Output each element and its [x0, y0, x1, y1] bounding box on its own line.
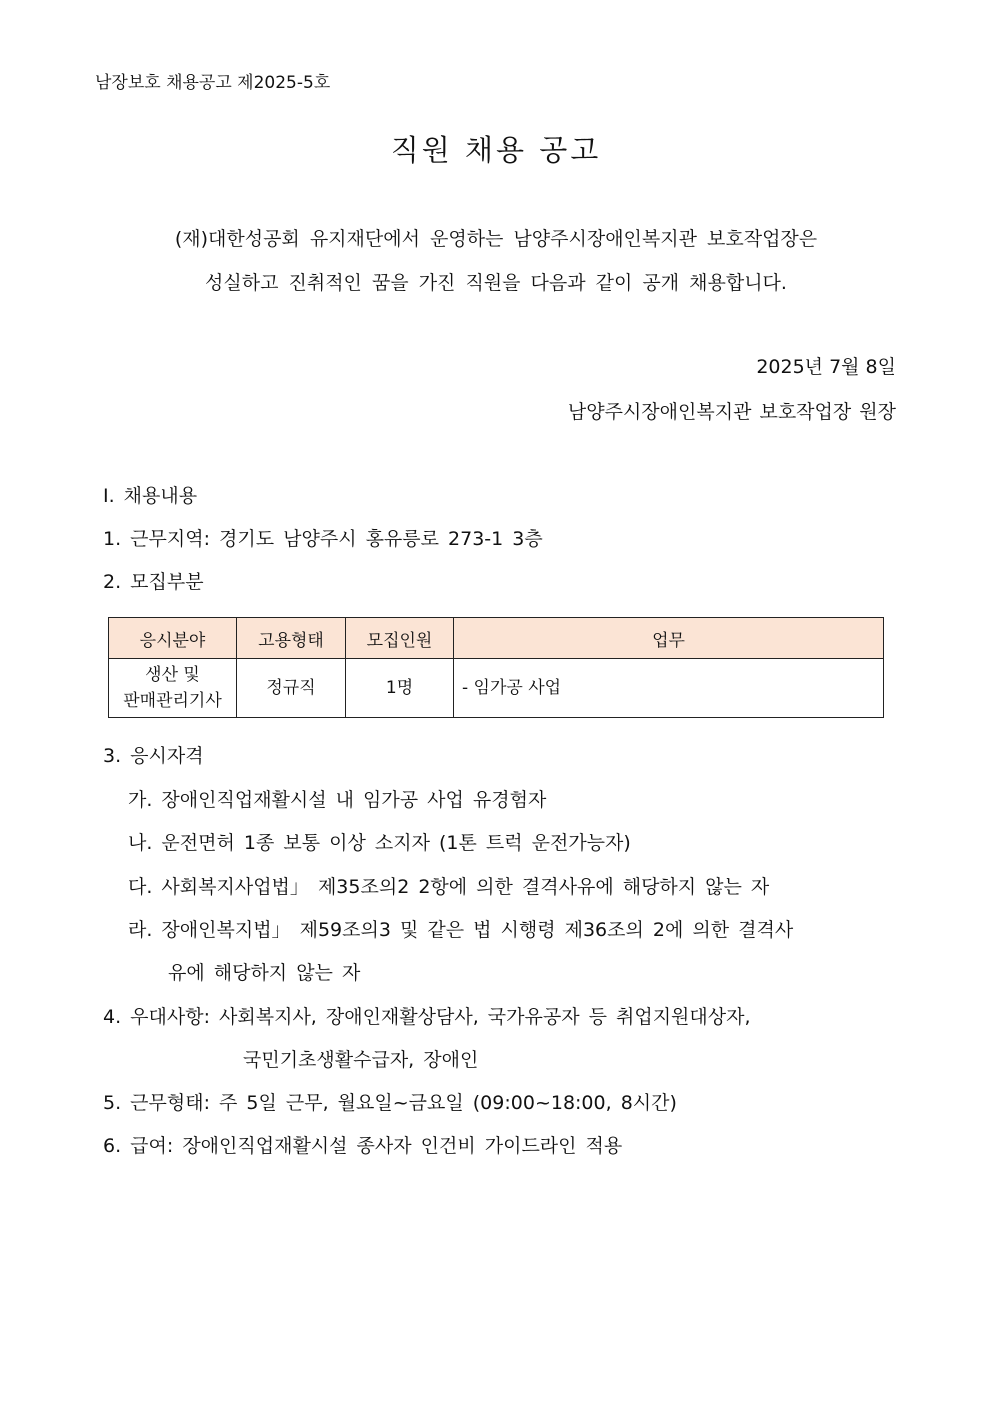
field-cell	[109, 659, 237, 718]
field-line-1: 생산 및	[145, 665, 200, 685]
qualification-ra-line-2: 유에 해당하지 않는 자	[168, 962, 361, 984]
qualification-heading: 3. 응시자격	[103, 745, 204, 767]
qualification-na: 나. 운전면허 1종 보통 이상 소지자 (1톤 트럭 운전가능자)	[128, 832, 631, 854]
table-row	[109, 659, 884, 718]
table-header-cell: 모집인원	[346, 618, 454, 659]
salary: 6. 급여: 장애인직업재활시설 종사자 인건비 가이드라인 적용	[103, 1135, 623, 1157]
headcount-cell: 1명	[346, 659, 454, 718]
qualification-da: 다. 사회복지사업법」 제35조의2 2항에 의한 결격사유에 해당하지 않는 자	[128, 876, 770, 898]
recruit-heading: 2. 모집부분	[103, 571, 204, 593]
field-line-2: 판매관리기사	[123, 691, 222, 711]
qualification-ra	[128, 915, 856, 942]
qualification-ra-line-1: 라. 장애인복지법」 제59조의3 및 같은 법 시행령 제36조의 2에 의한 결격사	[128, 919, 794, 941]
table-header-row	[109, 618, 884, 659]
recruit-table	[108, 617, 884, 718]
intro-line-1: (재)대한성공회 유지재단에서 운영하는 남양주시장애인복지관 보호작업장은	[174, 228, 818, 250]
work-location: 1. 근무지역: 경기도 남양주시 홍유릉로 273-1 3층	[103, 528, 543, 550]
preference-line-2: 국민기초생활수급자, 장애인	[243, 1049, 479, 1071]
table-header-cell: 업무	[454, 618, 884, 659]
issuer: 남양주시장애인복지관 보호작업장 원장	[567, 401, 896, 423]
qualification-ga: 가. 장애인직업재활시설 내 임가공 사업 유경험자	[128, 789, 547, 811]
announcement-date: 2025년 7월 8일	[756, 356, 896, 378]
intro-line-2: 성실하고 진취적인 꿈을 가진 직원을 다음과 같이 공개 채용합니다.	[205, 272, 787, 294]
employment-type-cell: 정규직	[237, 659, 346, 718]
page-title: 직원 채용 공고	[390, 133, 602, 167]
duty-cell: - 임가공 사업	[454, 659, 884, 718]
work-type: 5. 근무형태: 주 5일 근무, 월요일~금요일 (09:00~18:00, 8시간)	[103, 1092, 677, 1114]
preference-line-1: 4. 우대사항: 사회복지사, 장애인재활상담사, 국가유공자 등 취업지원대상자,	[103, 1006, 751, 1028]
section-heading: Ⅰ. 채용내용	[103, 485, 198, 507]
table-header-cell: 응시분야	[109, 618, 237, 659]
document-number: 남장보호 채용공고 제2025-5호	[95, 73, 331, 93]
table-header-cell: 고용형태	[237, 618, 346, 659]
